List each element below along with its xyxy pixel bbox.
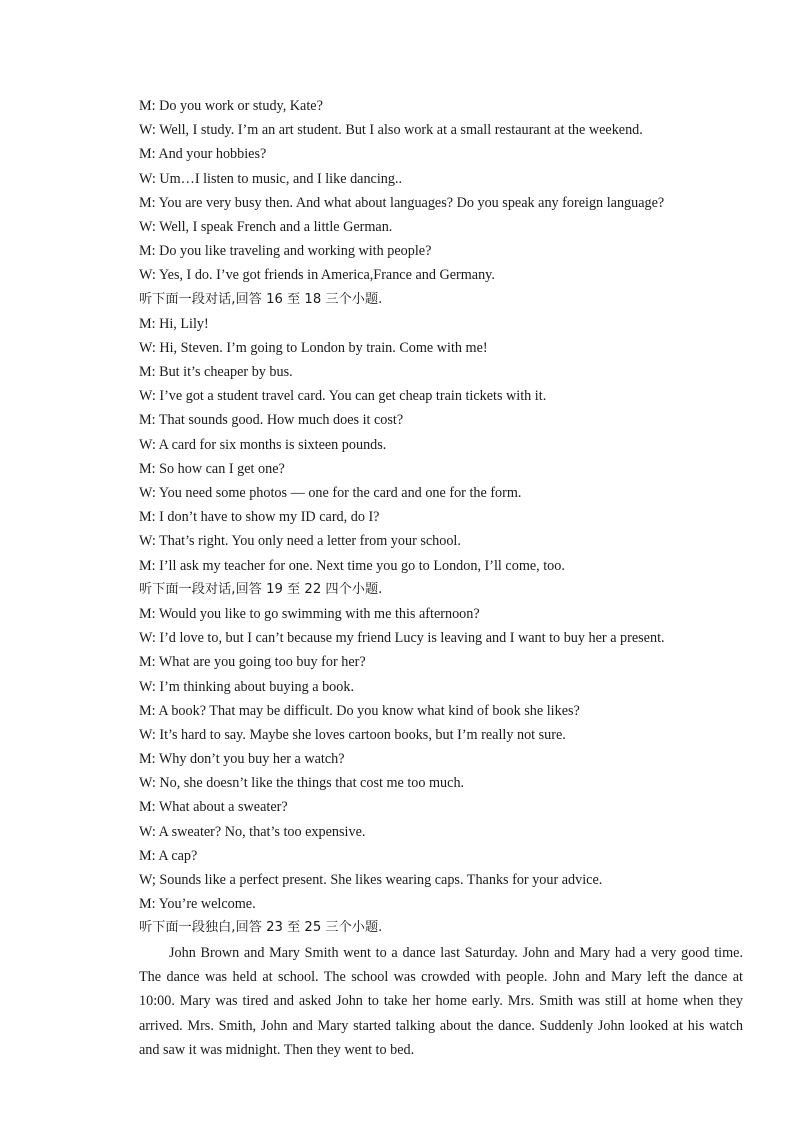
dialogue-line: W: I’m thinking about buying a book. [139, 678, 355, 695]
dialogue-line: M: Why don’t you buy her a watch? [139, 751, 345, 768]
dialogue-line: M: What are you going too buy for her? [139, 654, 366, 671]
dialogue-line: M: That sounds good. How much does it cost? [139, 412, 404, 429]
dialogue-line: W: I’ve got a student travel card. You can get cheap train tickets with it. [139, 388, 547, 405]
dialogue-line: W: Well, I study. I’m an art student. But I also work at a small restaurant at the weekend. [139, 122, 643, 139]
dialogue-line: M: A book? That may be difficult. Do you know what kind of book she likes? [139, 702, 580, 719]
dialogue-line: W: Hi, Steven. I’m going to London by train. Come with me! [139, 339, 488, 356]
dialogue-section-1 [139, 94, 743, 288]
dialogue-line: W: Yes, I do. I’ve got friends in America,France and Germany. [139, 267, 495, 284]
dialogue-line: M: Hi, Lily! [139, 315, 209, 332]
monologue-section [139, 916, 743, 1062]
dialogue-section-3 [139, 578, 743, 917]
dialogue-line: W: Um…I listen to music, and I like dancing.. [139, 170, 403, 187]
dialogue-line: W: That’s right. You only need a letter from your school. [139, 533, 461, 550]
dialogue-line: M: You’re welcome. [139, 896, 256, 913]
section-heading: 听下面一段对话,回答 16 至 18 三个小题. [139, 291, 383, 307]
dialogue-line: W: A sweater? No, that’s too expensive. [139, 823, 366, 840]
dialogue-line: M: A cap? [139, 847, 198, 864]
dialogue-line: M: What about a sweater? [139, 799, 288, 816]
dialogue-line: W: You need some photos — one for the card and one for the form. [139, 485, 522, 501]
dialogue-line: W: It’s hard to say. Maybe she loves cartoon books, but I’m really not sure. [139, 726, 566, 743]
dialogue-line: M: So how can I get one? [139, 460, 285, 477]
dialogue-line: W: I’d love to, but I can’t because my friend Lucy is leaving and I want to buy her a present. [139, 630, 665, 647]
dialogue-line: M: Do you like traveling and working with people? [139, 243, 432, 260]
monologue-paragraph: John Brown and Mary Smith went to a dance last Saturday. John and Mary had a very good time. The dance was held at school. The school was crowded with people. John and Mary left the dance at 10:00. Mary was tired and asked John to take her home early. Mrs. Smith was still at home when they arrived. Mrs. Smith, John and Mary started talking about the dance. Suddenly John looked at his watch and saw it was midnight. Then they went to bed. [139, 944, 743, 1059]
dialogue-line: M: Would you like to go swimming with me this afternoon? [139, 605, 480, 622]
document-page [139, 94, 743, 1063]
dialogue-line: M: I don’t have to show my ID card, do I? [139, 509, 380, 526]
dialogue-line: W: Well, I speak French and a little German. [139, 218, 393, 235]
dialogue-line: W: A card for six months is sixteen pounds. [139, 436, 387, 453]
dialogue-section-2 [139, 288, 743, 578]
section-heading: 听下面一段独白,回答 23 至 25 三个小题. [139, 920, 383, 936]
section-heading: 听下面一段对话,回答 19 至 22 四个小题. [139, 581, 383, 597]
dialogue-line: W; Sounds like a perfect present. She likes wearing caps. Thanks for your advice. [139, 872, 603, 888]
dialogue-line: M: I’ll ask my teacher for one. Next time you go to London, I’ll come, too. [139, 557, 565, 574]
dialogue-line: M: But it’s cheaper by bus. [139, 364, 293, 381]
dialogue-line: M: And your hobbies? [139, 146, 267, 163]
dialogue-line: W: No, she doesn’t like the things that cost me too much. [139, 775, 465, 792]
dialogue-line: M: You are very busy then. And what about languages? Do you speak any foreign language? [139, 194, 665, 211]
dialogue-line: M: Do you work or study, Kate? [139, 98, 323, 114]
